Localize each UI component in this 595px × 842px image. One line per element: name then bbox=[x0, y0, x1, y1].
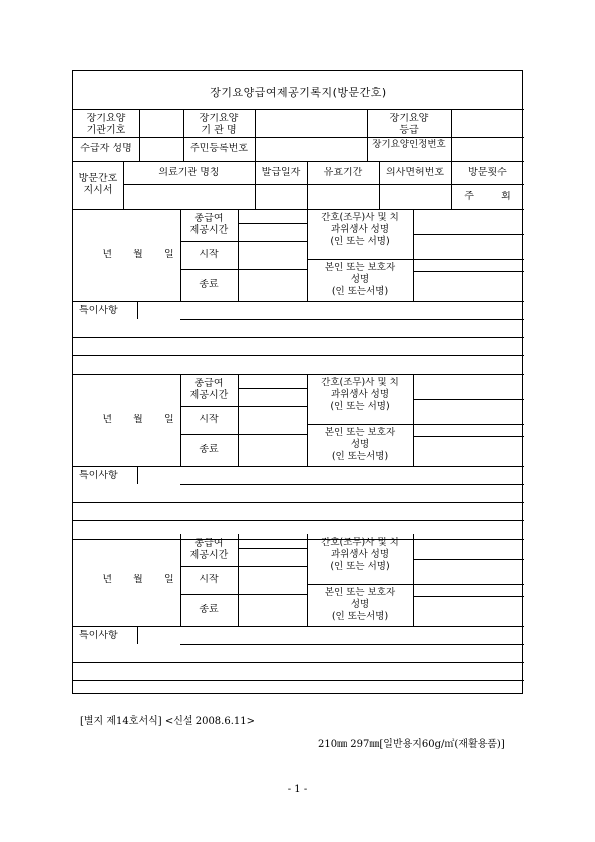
entry-3-start-label: 시작 bbox=[199, 574, 219, 585]
entry-1-nurse-sign-label: 간호(조무)사 및 치 과위생사 성명 (인 또는 서명) bbox=[321, 212, 399, 247]
entry-2-date: 년 월 일 bbox=[102, 414, 174, 425]
institution-name-label: 장기요양 기 관 명 bbox=[199, 113, 239, 136]
entry-2-guardian-sign-label: 본인 또는 보호자 성명 (인 또는서명) bbox=[324, 427, 396, 462]
validity-period-header: 유효기간 bbox=[323, 167, 363, 178]
form-title: 장기요양급여제공기록지(방문간호) bbox=[210, 87, 387, 99]
medical-institution-header: 의료기관 명칭 bbox=[158, 167, 220, 178]
page-number: - 1 - bbox=[287, 784, 308, 795]
entry-3-remarks-label: 특이사항 bbox=[79, 630, 118, 641]
entry-1-remarks-label: 특이사항 bbox=[79, 305, 118, 316]
entry-3-date: 년 월 일 bbox=[102, 574, 174, 585]
visits-per-week: 주 회 bbox=[464, 191, 511, 202]
certification-number-label: 장기요양인정번호 bbox=[372, 139, 446, 150]
care-grade-label: 장기요양 등급 bbox=[389, 113, 429, 136]
entry-1-date: 년 월 일 bbox=[102, 249, 174, 260]
form-number: [별지 제14호서식] <신설 2008.6.11> bbox=[80, 716, 255, 727]
recipient-name-label: 수급자 성명 bbox=[80, 143, 132, 154]
entry-1-start-label: 시작 bbox=[199, 249, 219, 260]
care-record-form bbox=[72, 70, 523, 694]
resident-number-label: 주민등록번호 bbox=[190, 143, 248, 154]
visit-count-header: 방문횟수 bbox=[468, 167, 507, 178]
entry-3-nurse-sign-label: 간호(조무)사 및 치 과위생사 성명 (인 또는 서명) bbox=[321, 537, 399, 572]
doctor-license-header: 의사면허번호 bbox=[386, 167, 444, 178]
paper-size: 210㎜ 297㎜[일반용지60g/㎡(재활용품)] bbox=[318, 739, 505, 750]
entry-2-start-label: 시작 bbox=[199, 414, 219, 425]
entry-1-guardian-sign-label: 본인 또는 보호자 성명 (인 또는서명) bbox=[324, 262, 396, 297]
entry-3-guardian-sign-label: 본인 또는 보호자 성명 (인 또는서명) bbox=[324, 587, 396, 622]
entry-3-end-label: 종료 bbox=[199, 604, 219, 615]
issue-date-header: 발급일자 bbox=[261, 167, 301, 178]
entry-2-end-label: 종료 bbox=[199, 444, 219, 455]
entry-2-nurse-sign-label: 간호(조무)사 및 치 과위생사 성명 (인 또는 서명) bbox=[321, 377, 399, 412]
entry-2-remarks-label: 특이사항 bbox=[79, 470, 118, 481]
entry-3-total-time-label: 총급여 제공시간 bbox=[189, 538, 229, 561]
entry-1-total-time-label: 총급여 제공시간 bbox=[189, 213, 229, 236]
institution-symbol-label: 장기요양 기관기호 bbox=[86, 113, 126, 136]
visit-nursing-order-label: 방문간호 지시서 bbox=[78, 173, 118, 196]
entry-2-total-time-label: 총급여 제공시간 bbox=[189, 378, 229, 401]
entry-1-end-label: 종료 bbox=[199, 279, 219, 290]
